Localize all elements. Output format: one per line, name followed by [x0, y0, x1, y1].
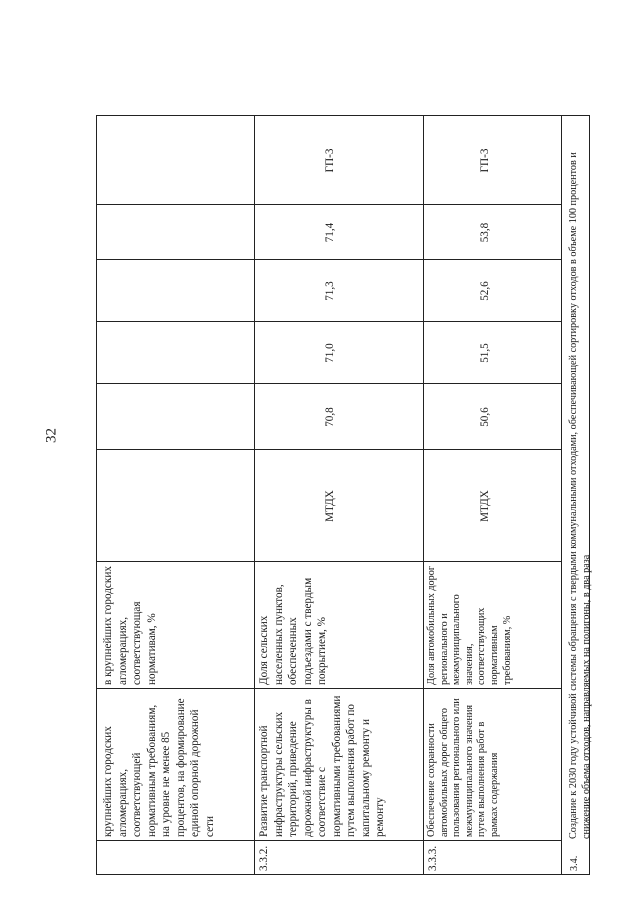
row-number: 3.4. — [569, 855, 580, 871]
value-cell: 51,5 — [479, 343, 491, 363]
value-cell: 70,8 — [324, 407, 336, 427]
value-cell: 71,0 — [324, 343, 336, 363]
value-cell: 53,8 — [479, 222, 491, 243]
column-divider — [96, 115, 590, 116]
indicator-text: Доля сельских населенных пунктов, обеспеченных подъездами с твердым покрытием, % — [258, 577, 328, 685]
rotated-table — [96, 115, 590, 875]
table-top-border — [96, 115, 97, 875]
executor-cell: МТДХ — [324, 490, 336, 522]
row-number: 3.3.2. — [258, 845, 270, 871]
program-cell: ГП-3 — [324, 148, 336, 173]
indicator-text: Доля автомобильных дорог регионального и межмуниципального значения, соответствующих нормативным требованиям, % — [426, 565, 513, 685]
value-cell: 52,6 — [479, 281, 491, 301]
note-row-text: Создание к 2030 году устойчивой системы обращения с твердыми коммунальными отходами, обеспечивающей сортировку отходов в объеме 100 процентов и снижение объема отходов, направляемых на полигоны, в два раза — [568, 152, 592, 839]
value-cell: 71,4 — [324, 222, 336, 243]
continuation-measure: крупнейших городских агломерациях, соответствующей нормативным требованиям, на уровне не менее 85 процентов, на формирование единой опорной дорожной сети — [102, 698, 216, 837]
executor-cell: МТДХ — [479, 490, 491, 522]
measure-text: Развитие транспортной инфраструктуры сельских территорий, приведение дорожной инфраструктуры в соответствие с нормативными требованиями путем выполнения работ по капитальному ремонту и ремонту — [258, 695, 386, 837]
row-number: 3.3.3. — [427, 845, 439, 871]
page-number: 32 — [43, 428, 60, 443]
value-cell: 50,6 — [479, 407, 491, 427]
continuation-indicator: в крупнейших городских агломерациях, соответствующая нормативам, % — [102, 566, 158, 685]
row-divider — [561, 115, 562, 875]
value-cell: 71,3 — [324, 281, 336, 301]
measure-text: Обеспечение сохранности автомобильных дорог общего пользования регионального или межмуниципального значения путем выполнения работ в рамках содержания — [426, 698, 500, 837]
program-cell: ГП-3 — [479, 148, 491, 173]
